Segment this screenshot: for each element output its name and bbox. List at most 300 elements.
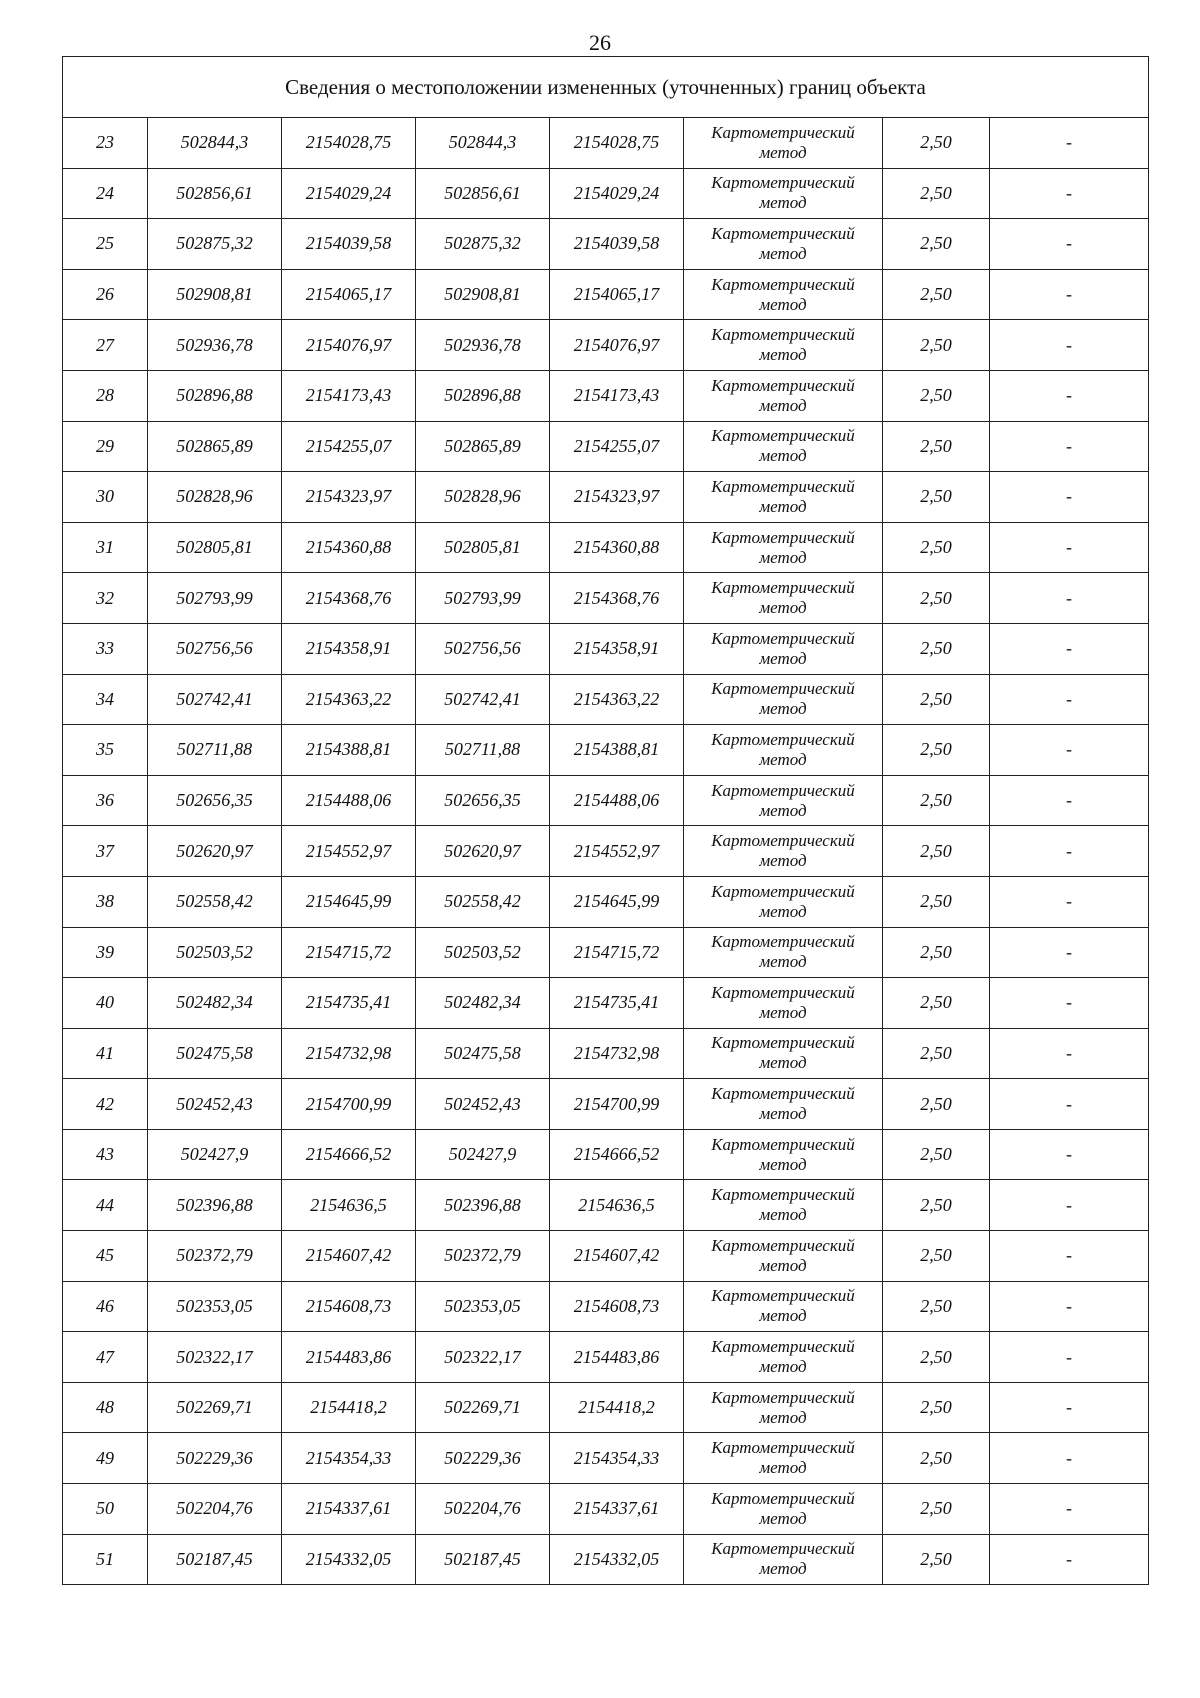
existing-y-cell: 2154255,07: [282, 421, 416, 472]
point-number-cell: 24: [63, 168, 148, 219]
refined-x-cell: 502805,81: [416, 522, 550, 573]
existing-x-cell: 502322,17: [148, 1332, 282, 1383]
refined-y-cell: 2154700,99: [550, 1079, 684, 1130]
refined-x-cell: 502756,56: [416, 623, 550, 674]
note-cell: -: [990, 421, 1149, 472]
refined-x-cell: 502204,76: [416, 1484, 550, 1535]
method-cell: [684, 370, 883, 421]
method-cell: [684, 219, 883, 270]
existing-y-cell: 2154418,2: [282, 1382, 416, 1433]
note-cell: -: [990, 320, 1149, 371]
accuracy-cell: 2,50: [883, 1028, 990, 1079]
point-number-cell: 27: [63, 320, 148, 371]
note-cell: -: [990, 775, 1149, 826]
table-row: [63, 927, 1149, 978]
accuracy-cell: 2,50: [883, 573, 990, 624]
refined-y-cell: 2154363,22: [550, 674, 684, 725]
note-cell: -: [990, 1281, 1149, 1332]
refined-y-cell: 2154666,52: [550, 1129, 684, 1180]
method-text-line: метод: [759, 901, 807, 921]
point-number-cell: 45: [63, 1231, 148, 1282]
method-cell: [684, 775, 883, 826]
note-cell: -: [990, 674, 1149, 725]
accuracy-cell: 2,50: [883, 1332, 990, 1383]
point-number-cell: 31: [63, 522, 148, 573]
method-text-line: Картометрический: [711, 223, 855, 243]
existing-x-cell: 502711,88: [148, 725, 282, 776]
table-row: [63, 1231, 1149, 1282]
refined-x-cell: 502353,05: [416, 1281, 550, 1332]
existing-y-cell: 2154332,05: [282, 1534, 416, 1585]
method-cell: [684, 472, 883, 523]
method-text-line: метод: [759, 1205, 807, 1225]
existing-y-cell: 2154354,33: [282, 1433, 416, 1484]
accuracy-cell: 2,50: [883, 370, 990, 421]
method-cell: [684, 1180, 883, 1231]
accuracy-cell: 2,50: [883, 168, 990, 219]
method-text-line: Картометрический: [711, 527, 855, 547]
refined-x-cell: 502656,35: [416, 775, 550, 826]
accuracy-cell: 2,50: [883, 472, 990, 523]
note-cell: -: [990, 826, 1149, 877]
existing-y-cell: 2154552,97: [282, 826, 416, 877]
method-text-line: Картометрический: [711, 1235, 855, 1255]
refined-y-cell: 2154608,73: [550, 1281, 684, 1332]
point-number-cell: 32: [63, 573, 148, 624]
refined-y-cell: 2154488,06: [550, 775, 684, 826]
existing-y-cell: 2154337,61: [282, 1484, 416, 1535]
method-text-line: Картометрический: [711, 1539, 855, 1559]
method-text-line: Картометрический: [711, 1134, 855, 1154]
method-text-line: метод: [759, 1154, 807, 1174]
existing-x-cell: 502875,32: [148, 219, 282, 270]
note-cell: -: [990, 1484, 1149, 1535]
method-text-line: метод: [759, 699, 807, 719]
note-cell: -: [990, 623, 1149, 674]
method-text-line: метод: [759, 294, 807, 314]
method-text-line: Картометрический: [711, 1084, 855, 1104]
method-cell: [684, 168, 883, 219]
refined-x-cell: 502828,96: [416, 472, 550, 523]
refined-y-cell: 2154418,2: [550, 1382, 684, 1433]
refined-y-cell: 2154607,42: [550, 1231, 684, 1282]
existing-y-cell: 2154029,24: [282, 168, 416, 219]
refined-y-cell: 2154735,41: [550, 978, 684, 1029]
note-cell: -: [990, 1180, 1149, 1231]
refined-y-cell: 2154255,07: [550, 421, 684, 472]
method-text-line: метод: [759, 496, 807, 516]
refined-y-cell: 2154029,24: [550, 168, 684, 219]
method-text-line: Картометрический: [711, 628, 855, 648]
method-text-line: метод: [759, 547, 807, 567]
table-row: [63, 472, 1149, 523]
point-number-cell: 36: [63, 775, 148, 826]
method-text-line: Картометрический: [711, 1286, 855, 1306]
refined-y-cell: 2154332,05: [550, 1534, 684, 1585]
method-text-line: метод: [759, 800, 807, 820]
method-text-line: метод: [759, 851, 807, 871]
refined-y-cell: 2154337,61: [550, 1484, 684, 1535]
note-cell: -: [990, 168, 1149, 219]
table-row: [63, 320, 1149, 371]
existing-x-cell: 502427,9: [148, 1129, 282, 1180]
table-row: [63, 1534, 1149, 1585]
accuracy-cell: 2,50: [883, 1079, 990, 1130]
point-number-cell: 28: [63, 370, 148, 421]
existing-x-cell: 502742,41: [148, 674, 282, 725]
refined-x-cell: 502452,43: [416, 1079, 550, 1130]
refined-y-cell: 2154173,43: [550, 370, 684, 421]
accuracy-cell: 2,50: [883, 1433, 990, 1484]
table-row: [63, 1433, 1149, 1484]
accuracy-cell: 2,50: [883, 1129, 990, 1180]
method-cell: [684, 1332, 883, 1383]
accuracy-cell: 2,50: [883, 775, 990, 826]
method-text-line: Картометрический: [711, 1033, 855, 1053]
method-cell: [684, 725, 883, 776]
accuracy-cell: 2,50: [883, 1281, 990, 1332]
method-text-line: метод: [759, 243, 807, 263]
table-row: [63, 826, 1149, 877]
note-cell: -: [990, 725, 1149, 776]
refined-x-cell: 502482,34: [416, 978, 550, 1029]
accuracy-cell: 2,50: [883, 320, 990, 371]
existing-y-cell: 2154368,76: [282, 573, 416, 624]
point-number-cell: 37: [63, 826, 148, 877]
method-cell: [684, 1129, 883, 1180]
accuracy-cell: 2,50: [883, 927, 990, 978]
point-number-cell: 50: [63, 1484, 148, 1535]
refined-x-cell: 502865,89: [416, 421, 550, 472]
method-cell: [684, 1281, 883, 1332]
method-text-line: Картометрический: [711, 831, 855, 851]
method-cell: [684, 1079, 883, 1130]
table-row: [63, 421, 1149, 472]
method-cell: [684, 1534, 883, 1585]
existing-y-cell: 2154065,17: [282, 269, 416, 320]
table-row: [63, 1382, 1149, 1433]
existing-y-cell: 2154173,43: [282, 370, 416, 421]
point-number-cell: 33: [63, 623, 148, 674]
note-cell: -: [990, 1231, 1149, 1282]
refined-x-cell: 502427,9: [416, 1129, 550, 1180]
method-text-line: Картометрический: [711, 1185, 855, 1205]
method-text-line: метод: [759, 952, 807, 972]
method-text-line: метод: [759, 1306, 807, 1326]
existing-x-cell: 502805,81: [148, 522, 282, 573]
method-text-line: метод: [759, 1255, 807, 1275]
accuracy-cell: 2,50: [883, 1231, 990, 1282]
table-row: [63, 1028, 1149, 1079]
existing-y-cell: 2154358,91: [282, 623, 416, 674]
note-cell: -: [990, 219, 1149, 270]
method-cell: [684, 421, 883, 472]
refined-y-cell: 2154358,91: [550, 623, 684, 674]
existing-y-cell: 2154360,88: [282, 522, 416, 573]
point-number-cell: 38: [63, 876, 148, 927]
method-text-line: метод: [759, 345, 807, 365]
table-row: [63, 1281, 1149, 1332]
note-cell: -: [990, 927, 1149, 978]
refined-y-cell: 2154360,88: [550, 522, 684, 573]
note-cell: -: [990, 876, 1149, 927]
refined-x-cell: 502187,45: [416, 1534, 550, 1585]
existing-x-cell: 502229,36: [148, 1433, 282, 1484]
table-row: [63, 623, 1149, 674]
method-cell: [684, 1028, 883, 1079]
method-text-line: Картометрический: [711, 1337, 855, 1357]
method-text-line: метод: [759, 1458, 807, 1478]
refined-x-cell: 502793,99: [416, 573, 550, 624]
existing-y-cell: 2154483,86: [282, 1332, 416, 1383]
existing-x-cell: 502372,79: [148, 1231, 282, 1282]
point-number-cell: 48: [63, 1382, 148, 1433]
method-text-line: Картометрический: [711, 476, 855, 496]
table-body: [63, 118, 1149, 1585]
method-text-line: метод: [759, 1002, 807, 1022]
existing-x-cell: 502204,76: [148, 1484, 282, 1535]
method-cell: [684, 1231, 883, 1282]
table-row: [63, 1129, 1149, 1180]
method-text-line: метод: [759, 1104, 807, 1124]
existing-y-cell: 2154323,97: [282, 472, 416, 523]
note-cell: -: [990, 522, 1149, 573]
existing-x-cell: 502187,45: [148, 1534, 282, 1585]
existing-y-cell: 2154735,41: [282, 978, 416, 1029]
table-row: [63, 1332, 1149, 1383]
refined-y-cell: 2154388,81: [550, 725, 684, 776]
existing-y-cell: 2154645,99: [282, 876, 416, 927]
page-number: 26: [589, 30, 611, 55]
note-cell: -: [990, 1079, 1149, 1130]
refined-x-cell: 502322,17: [416, 1332, 550, 1383]
existing-y-cell: 2154607,42: [282, 1231, 416, 1282]
existing-x-cell: 502503,52: [148, 927, 282, 978]
refined-x-cell: 502711,88: [416, 725, 550, 776]
existing-y-cell: 2154076,97: [282, 320, 416, 371]
method-text-line: Картометрический: [711, 173, 855, 193]
existing-x-cell: 502452,43: [148, 1079, 282, 1130]
existing-y-cell: 2154488,06: [282, 775, 416, 826]
note-cell: -: [990, 1129, 1149, 1180]
existing-x-cell: 502908,81: [148, 269, 282, 320]
note-cell: -: [990, 269, 1149, 320]
method-text-line: метод: [759, 446, 807, 466]
refined-y-cell: 2154636,5: [550, 1180, 684, 1231]
refined-y-cell: 2154368,76: [550, 573, 684, 624]
note-cell: -: [990, 1534, 1149, 1585]
method-text-line: метод: [759, 1053, 807, 1073]
refined-y-cell: 2154076,97: [550, 320, 684, 371]
point-number-cell: 41: [63, 1028, 148, 1079]
existing-y-cell: 2154700,99: [282, 1079, 416, 1130]
method-text-line: метод: [759, 1407, 807, 1427]
method-text-line: метод: [759, 1559, 807, 1579]
point-number-cell: 26: [63, 269, 148, 320]
existing-x-cell: 502936,78: [148, 320, 282, 371]
existing-y-cell: 2154666,52: [282, 1129, 416, 1180]
method-cell: [684, 573, 883, 624]
existing-x-cell: 502396,88: [148, 1180, 282, 1231]
existing-x-cell: 502558,42: [148, 876, 282, 927]
table-row: [63, 1079, 1149, 1130]
method-text-line: Картометрический: [711, 881, 855, 901]
refined-x-cell: 502620,97: [416, 826, 550, 877]
point-number-cell: 49: [63, 1433, 148, 1484]
table-row: [63, 674, 1149, 725]
refined-x-cell: 502372,79: [416, 1231, 550, 1282]
method-text-line: метод: [759, 749, 807, 769]
accuracy-cell: 2,50: [883, 219, 990, 270]
existing-y-cell: 2154732,98: [282, 1028, 416, 1079]
refined-y-cell: 2154715,72: [550, 927, 684, 978]
note-cell: -: [990, 573, 1149, 624]
table-row: [63, 1484, 1149, 1535]
note-cell: -: [990, 472, 1149, 523]
point-number-cell: 30: [63, 472, 148, 523]
boundary-coordinates-table: [62, 56, 1149, 1585]
method-text-line: Картометрический: [711, 325, 855, 345]
accuracy-cell: 2,50: [883, 674, 990, 725]
accuracy-cell: 2,50: [883, 623, 990, 674]
method-text-line: метод: [759, 648, 807, 668]
refined-y-cell: 2154645,99: [550, 876, 684, 927]
refined-x-cell: 502875,32: [416, 219, 550, 270]
table-row: [63, 573, 1149, 624]
refined-y-cell: 2154028,75: [550, 118, 684, 169]
method-cell: [684, 826, 883, 877]
accuracy-cell: 2,50: [883, 522, 990, 573]
method-cell: [684, 927, 883, 978]
point-number-cell: 47: [63, 1332, 148, 1383]
refined-x-cell: 502742,41: [416, 674, 550, 725]
note-cell: -: [990, 370, 1149, 421]
point-number-cell: 46: [63, 1281, 148, 1332]
refined-x-cell: 502475,58: [416, 1028, 550, 1079]
refined-x-cell: 502503,52: [416, 927, 550, 978]
existing-x-cell: 502865,89: [148, 421, 282, 472]
table-row: [63, 775, 1149, 826]
note-cell: -: [990, 978, 1149, 1029]
method-cell: [684, 269, 883, 320]
point-number-cell: 23: [63, 118, 148, 169]
refined-x-cell: 502558,42: [416, 876, 550, 927]
method-cell: [684, 623, 883, 674]
note-cell: -: [990, 1382, 1149, 1433]
refined-y-cell: 2154065,17: [550, 269, 684, 320]
note-cell: -: [990, 118, 1149, 169]
method-cell: [684, 978, 883, 1029]
point-number-cell: 42: [63, 1079, 148, 1130]
table-row: [63, 522, 1149, 573]
method-text-line: Картометрический: [711, 729, 855, 749]
method-cell: [684, 1382, 883, 1433]
refined-x-cell: 502908,81: [416, 269, 550, 320]
existing-x-cell: 502793,99: [148, 573, 282, 624]
refined-x-cell: 502936,78: [416, 320, 550, 371]
refined-y-cell: 2154552,97: [550, 826, 684, 877]
table-row: [63, 219, 1149, 270]
method-text-line: Картометрический: [711, 578, 855, 598]
accuracy-cell: 2,50: [883, 826, 990, 877]
table-title: Сведения о местоположении измененных (уточненных) границ объекта: [63, 57, 1149, 118]
accuracy-cell: 2,50: [883, 978, 990, 1029]
refined-x-cell: 502229,36: [416, 1433, 550, 1484]
table-row: [63, 168, 1149, 219]
existing-x-cell: 502656,35: [148, 775, 282, 826]
method-text-line: Картометрический: [711, 274, 855, 294]
method-text-line: Картометрический: [711, 122, 855, 142]
method-text-line: Картометрический: [711, 780, 855, 800]
method-text-line: Картометрический: [711, 426, 855, 446]
existing-y-cell: 2154039,58: [282, 219, 416, 270]
refined-y-cell: 2154732,98: [550, 1028, 684, 1079]
refined-x-cell: 502396,88: [416, 1180, 550, 1231]
existing-x-cell: 502756,56: [148, 623, 282, 674]
method-cell: [684, 876, 883, 927]
note-cell: -: [990, 1433, 1149, 1484]
existing-y-cell: 2154363,22: [282, 674, 416, 725]
note-cell: -: [990, 1332, 1149, 1383]
method-text-line: Картометрический: [711, 679, 855, 699]
table-row: [63, 269, 1149, 320]
existing-x-cell: 502475,58: [148, 1028, 282, 1079]
refined-y-cell: 2154323,97: [550, 472, 684, 523]
point-number-cell: 44: [63, 1180, 148, 1231]
accuracy-cell: 2,50: [883, 1382, 990, 1433]
point-number-cell: 39: [63, 927, 148, 978]
accuracy-cell: 2,50: [883, 876, 990, 927]
method-text-line: Картометрический: [711, 1488, 855, 1508]
existing-x-cell: 502482,34: [148, 978, 282, 1029]
point-number-cell: 51: [63, 1534, 148, 1585]
existing-x-cell: 502620,97: [148, 826, 282, 877]
point-number-cell: 29: [63, 421, 148, 472]
existing-x-cell: 502856,61: [148, 168, 282, 219]
method-cell: [684, 1484, 883, 1535]
method-text-line: Картометрический: [711, 1438, 855, 1458]
refined-x-cell: 502896,88: [416, 370, 550, 421]
existing-x-cell: 502896,88: [148, 370, 282, 421]
accuracy-cell: 2,50: [883, 1484, 990, 1535]
table-row: [63, 1180, 1149, 1231]
existing-x-cell: 502844,3: [148, 118, 282, 169]
point-number-cell: 43: [63, 1129, 148, 1180]
refined-y-cell: 2154039,58: [550, 219, 684, 270]
method-text-line: метод: [759, 598, 807, 618]
refined-x-cell: 502844,3: [416, 118, 550, 169]
accuracy-cell: 2,50: [883, 118, 990, 169]
existing-y-cell: 2154388,81: [282, 725, 416, 776]
existing-y-cell: 2154608,73: [282, 1281, 416, 1332]
accuracy-cell: 2,50: [883, 269, 990, 320]
point-number-cell: 40: [63, 978, 148, 1029]
table-row: [63, 725, 1149, 776]
accuracy-cell: 2,50: [883, 1534, 990, 1585]
method-cell: [684, 674, 883, 725]
point-number-cell: 35: [63, 725, 148, 776]
method-text-line: метод: [759, 142, 807, 162]
existing-y-cell: 2154636,5: [282, 1180, 416, 1231]
accuracy-cell: 2,50: [883, 725, 990, 776]
method-cell: [684, 320, 883, 371]
point-number-cell: 25: [63, 219, 148, 270]
table-title-row: [63, 57, 1149, 118]
existing-y-cell: 2154715,72: [282, 927, 416, 978]
accuracy-cell: 2,50: [883, 421, 990, 472]
refined-x-cell: 502856,61: [416, 168, 550, 219]
method-text-line: метод: [759, 193, 807, 213]
